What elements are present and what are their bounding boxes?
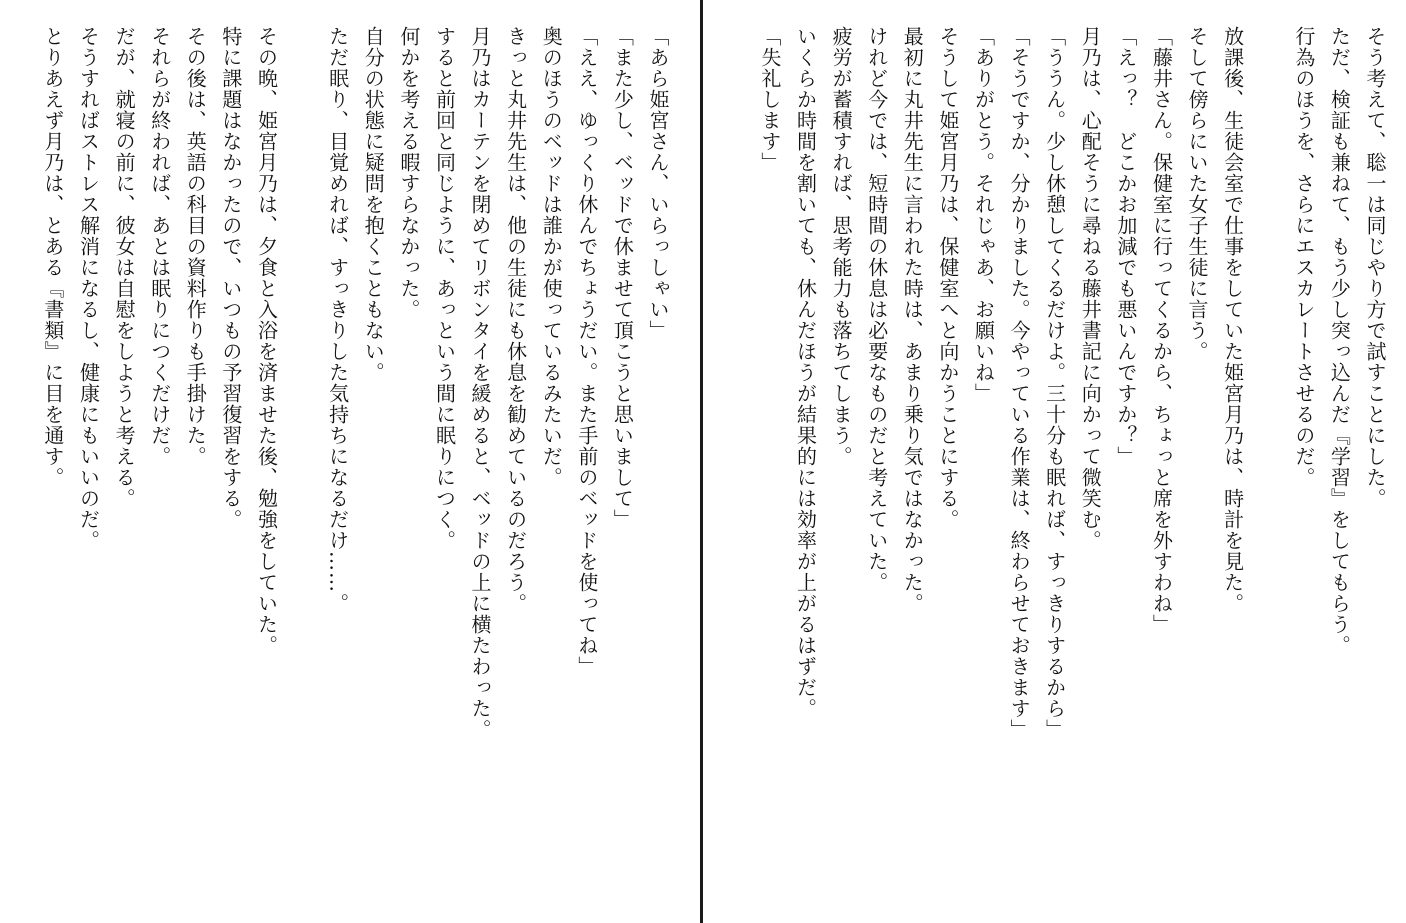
text-line: 最初に丸井先生に言われた時は、あまり乗り気ではなかった。 [900,26,925,614]
text-line: いくらか時間を割いても、休んだほうが結果的には効率が上がるはずだ。 [793,26,818,719]
text-line: ただ、検証も兼ねて、もう少し突っ込んだ『学習』をしてもらう。 [1327,26,1352,656]
text-line: そうして姫宮月乃は、保健室へと向かうことにする。 [935,26,960,530]
text-line: それらが終われば、あとは眠りにつくだけだ。 [147,26,172,467]
text-line: 自分の状態に疑問を抱くこともない。 [361,26,386,383]
right-page [705,0,1406,923]
text-line: 月乃はカーテンを閉めてリボンタイを緩めると、ベッドの上に横たわった。 [468,26,493,740]
text-line: 「ありがとう。それじゃあ、お願いね」 [971,26,996,404]
page-divider [700,0,703,923]
text-line: そう考えて、聡一は同じやり方で試すことにした。 [1363,26,1387,509]
text-line: その晩、姫宮月乃は、夕食と入浴を済ませた後、勉強をしていた。 [254,26,279,656]
text-line: そして傍らにいた女子生徒に言う。 [1185,26,1210,362]
blank-line [283,26,319,906]
text-line: 特に課題はなかったので、いつもの予習復習をする。 [218,26,243,530]
text-line: だが、就寝の前に、彼女は自慰をしようと考える。 [112,26,137,509]
text-line: 「ええ、ゆっくり休んでちょうだい。また手前のベッドを使ってね」 [574,26,599,677]
text-line: 「あら姫宮さん、いらっしゃい」 [646,26,670,341]
left-page [0,0,699,923]
text-line: 奥のほうのベッドは誰かが使っているみたいだ。 [539,26,564,488]
text-line: 放課後、生徒会室で仕事をしていた姫宮月乃は、時計を見た。 [1220,26,1245,614]
text-line: 疲労が蓄積すれば、思考能力も落ちてしまう。 [829,26,854,467]
text-line: 何かを考える暇すらなかった。 [396,26,421,320]
text-line: 「そうですか、分かりました。今やっている作業は、終わらせておきます」 [1007,26,1032,740]
text-line: 月乃は、心配そうに尋ねる藤井書記に向かって微笑む。 [1078,26,1103,551]
text-line: すると前回と同じように、あっという間に眠りにつく。 [432,26,457,551]
text-line: 「えっ？ どこかお加減でも悪いんですか？」 [1113,26,1138,467]
text-line: ただ眠り、目覚めれば、すっきりした気持ちになるだけ……。 [325,26,350,614]
text-line: 「また少し、ベッドで休ませて頂こうと思いまして」 [610,26,635,530]
text-line: 「失礼します」 [757,26,782,173]
blank-line [1250,26,1286,906]
right-page-text [751,26,1392,906]
text-line: とりあえず月乃は、とある『書類』に目を通す。 [40,26,65,488]
text-line: けれど今では、短時間の休息は必要なものだと考えていた。 [864,26,889,593]
text-line: きっと丸井先生は、他の生徒にも休息を勧めているのだろう。 [503,26,528,614]
text-line: そうすればストレス解消になるし、健康にもいいのだ。 [76,26,101,551]
text-line: その後は、英語の科目の資料作りも手掛けた。 [183,26,208,467]
text-line: 行為のほうを、さらにエスカレートさせるのだ。 [1291,26,1316,488]
text-line: 「藤井さん。保健室に行ってくるから、ちょっと席を外すわね」 [1149,26,1174,635]
text-line: 「ううん。少し休憩してくるだけよ。三十分も眠れば、すっきりするから」 [1042,26,1067,740]
left-page-text [34,26,675,906]
